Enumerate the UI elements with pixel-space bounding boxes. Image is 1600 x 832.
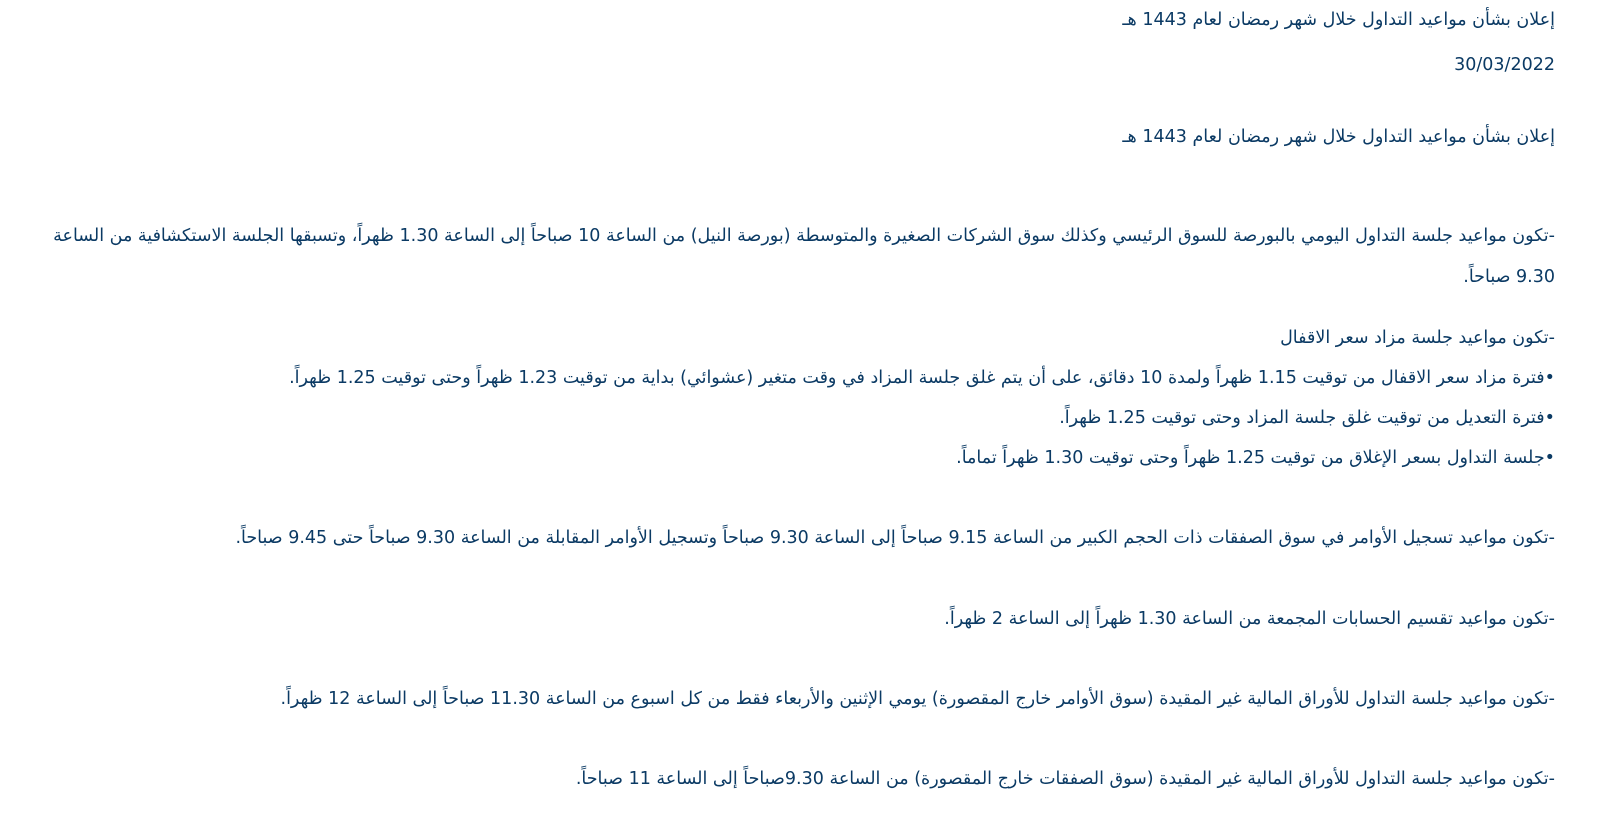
- closing-auction-bullet: •فترة التعديل من توقيت غلق جلسة المزاد وحتى توقيت 1.25 ظهراً.: [1059, 408, 1555, 428]
- closing-auction-heading: -تكون مواعيد جلسة مزاد سعر الاقفال: [1280, 328, 1555, 348]
- closing-auction-bullet: •جلسة التداول بسعر الإغلاق من توقيت 1.25 ظهراً وحتى توقيت 1.30 ظهراً تماماً.: [956, 448, 1555, 468]
- unlisted-orders-paragraph: -تكون مواعيد جلسة التداول للأوراق المالية غير المقيدة (سوق الأوامر خارج المقصورة) يومي الإثنين والأربعاء فقط من كل اسبوع من الساعة 11.30 صباحاً إلى الساعة 12 ظهراً.: [280, 689, 1555, 709]
- block-trades-paragraph: -تكون مواعيد تسجيل الأوامر في سوق الصفقات ذات الحجم الكبير من الساعة 9.15 صباحاً إلى الساعة 9.30 صباحاً وتسجيل الأوامر المقابلة من الساعة 9.30 صباحاً حتى 9.45 صباحاً.: [235, 528, 1555, 548]
- main-session-paragraph: -تكون مواعيد جلسة التداول اليومي بالبورصة للسوق الرئيسي وكذلك سوق الشركات الصغيرة والمتوسطة (بورصة النيل) من الساعة 10 صباحاً إلى الساعة 1.30 ظهراً، وتسبقها الجلسة الاستكشافية من الساعة 9.30 صباحاً.: [53, 225, 1555, 287]
- closing-auction-bullet: •فترة مزاد سعر الاقفال من توقيت 1.15 ظهراً ولمدة 10 دقائق، على أن يتم غلق جلسة المزاد في وقت متغير (عشوائي) بداية من توقيت 1.23 ظهراً وحتى توقيت 1.25 ظهراً.: [289, 368, 1555, 388]
- omnibus-accounts-paragraph: -تكون مواعيد تقسيم الحسابات المجمعة من الساعة 1.30 ظهراً إلى الساعة 2 ظهراً.: [944, 609, 1555, 629]
- announcement-date: 30/03/2022: [1454, 55, 1555, 75]
- unlisted-deals-paragraph: -تكون مواعيد جلسة التداول للأوراق المالية غير المقيدة (سوق الصفقات خارج المقصورة) من الساعة 9.30صباحاً إلى الساعة 11 صباحاً.: [575, 769, 1555, 789]
- announcement-heading: إعلان بشأن مواعيد التداول خلال شهر رمضان لعام 1443 هـ: [1122, 127, 1555, 147]
- announcement-title: إعلان بشأن مواعيد التداول خلال شهر رمضان لعام 1443 هـ: [1122, 10, 1555, 30]
